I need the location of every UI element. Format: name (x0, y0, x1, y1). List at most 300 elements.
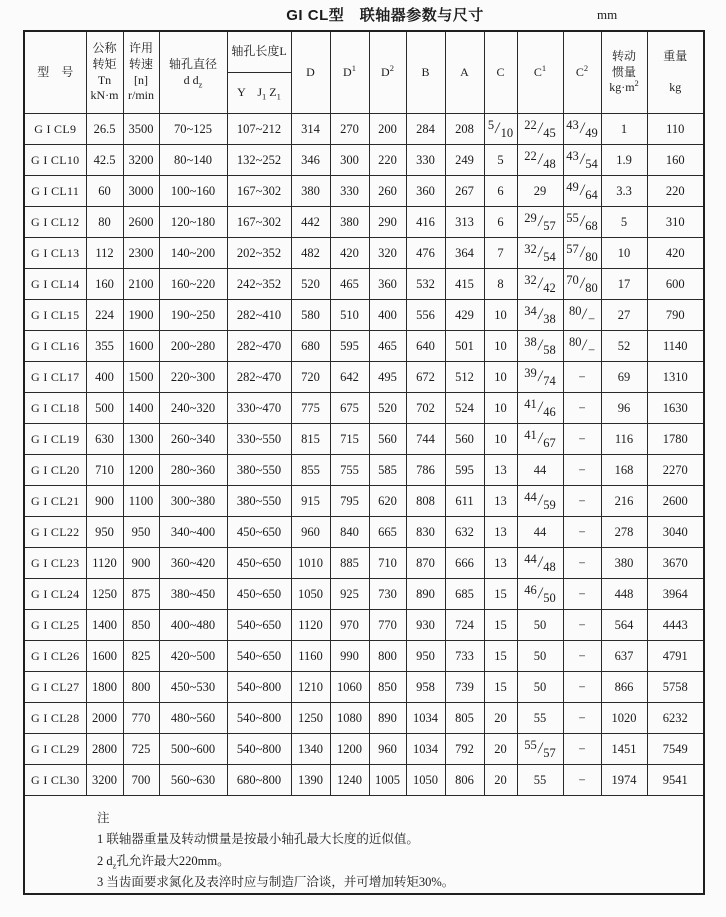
value-cell: 700 (123, 765, 159, 796)
value-cell: 208 (445, 114, 484, 145)
model-cell: G I CL19 (24, 424, 86, 455)
value-cell: 637 (601, 641, 647, 672)
value-cell: 2600 (123, 207, 159, 238)
table-row (24, 672, 704, 703)
value-cell: 442 (291, 207, 330, 238)
value-cell: 112 (86, 238, 123, 269)
value-cell: 50 (517, 641, 563, 672)
value-cell: 380~550 (227, 455, 291, 486)
table-row (24, 610, 704, 641)
header-bore-length: 轴孔长度L (227, 31, 291, 73)
value-cell: 672 (406, 362, 445, 393)
value-cell: 107~212 (227, 114, 291, 145)
value-cell: 38/58 (517, 331, 563, 362)
value-cell: 267 (445, 176, 484, 207)
model-cell: G I CL29 (24, 734, 86, 765)
value-cell: 585 (369, 455, 406, 486)
value-cell: 1050 (291, 579, 330, 610)
value-cell: 850 (123, 610, 159, 641)
notes-cell (24, 796, 704, 895)
value-cell: − (563, 548, 601, 579)
value-cell: 10 (601, 238, 647, 269)
value-cell: 10 (484, 362, 517, 393)
model-cell: G I CL21 (24, 486, 86, 517)
value-cell: 360~420 (159, 548, 227, 579)
value-cell: 830 (406, 517, 445, 548)
value-cell: 1600 (123, 331, 159, 362)
value-cell: 1120 (86, 548, 123, 579)
value-cell: 34/38 (517, 300, 563, 331)
table-header (24, 31, 704, 114)
value-cell: 1300 (123, 424, 159, 455)
coupling-spec-table (23, 30, 705, 895)
value-cell: 2270 (647, 455, 704, 486)
value-cell: 200~280 (159, 331, 227, 362)
value-cell: 80 (86, 207, 123, 238)
value-cell: 330~470 (227, 393, 291, 424)
value-cell: 702 (406, 393, 445, 424)
model-cell: G I CL30 (24, 765, 86, 796)
model-cell: G I CL9 (24, 114, 86, 145)
value-cell: 100~160 (159, 176, 227, 207)
value-cell: 224 (86, 300, 123, 331)
value-cell: 2000 (86, 703, 123, 734)
value-cell: 1390 (291, 765, 330, 796)
value-cell: 840 (330, 517, 369, 548)
value-cell: 680~800 (227, 765, 291, 796)
model-cell: G I CL13 (24, 238, 86, 269)
value-cell: 850 (369, 672, 406, 703)
table-body (24, 114, 704, 796)
value-cell: 50 (517, 672, 563, 703)
value-cell: − (563, 486, 601, 517)
table-row (24, 486, 704, 517)
value-cell: 360 (369, 269, 406, 300)
value-cell: 1200 (330, 734, 369, 765)
value-cell: 8 (484, 269, 517, 300)
value-cell: 990 (330, 641, 369, 672)
value-cell: 800 (123, 672, 159, 703)
value-cell: 420~500 (159, 641, 227, 672)
value-cell: 890 (406, 579, 445, 610)
value-cell: 15 (484, 610, 517, 641)
table-row (24, 641, 704, 672)
value-cell: 2800 (86, 734, 123, 765)
value-cell: 2100 (123, 269, 159, 300)
value-cell: 300 (330, 145, 369, 176)
value-cell: 1210 (291, 672, 330, 703)
value-cell: 3.3 (601, 176, 647, 207)
value-cell: 278 (601, 517, 647, 548)
value-cell: 632 (445, 517, 484, 548)
table-row (24, 765, 704, 796)
value-cell: 15 (484, 672, 517, 703)
value-cell: 730 (369, 579, 406, 610)
value-cell: 415 (445, 269, 484, 300)
value-cell: 450~650 (227, 548, 291, 579)
value-cell: 450~650 (227, 517, 291, 548)
value-cell: 55/68 (563, 207, 601, 238)
value-cell: 805 (445, 703, 484, 734)
value-cell: 1080 (330, 703, 369, 734)
value-cell: 416 (406, 207, 445, 238)
value-cell: 380~550 (227, 486, 291, 517)
value-cell: 724 (445, 610, 484, 641)
value-cell: 524 (445, 393, 484, 424)
value-cell: 46/50 (517, 579, 563, 610)
value-cell: 1100 (123, 486, 159, 517)
value-cell: 55 (517, 703, 563, 734)
value-cell: 15 (484, 641, 517, 672)
notes-label: 注 (97, 811, 110, 825)
model-cell: G I CL23 (24, 548, 86, 579)
value-cell: 775 (291, 393, 330, 424)
model-cell: G I CL20 (24, 455, 86, 486)
header-bore-length-types: Y $J_1$ $Z_1$ (227, 73, 291, 114)
value-cell: 260 (369, 176, 406, 207)
value-cell: 44/48 (517, 548, 563, 579)
value-cell: 6232 (647, 703, 704, 734)
value-cell: 733 (445, 641, 484, 672)
model-cell: G I CL24 (24, 579, 86, 610)
value-cell: 360 (406, 176, 445, 207)
value-cell: 885 (330, 548, 369, 579)
model-cell: G I CL28 (24, 703, 86, 734)
header-dim-d1: $D^1$ (330, 31, 369, 114)
value-cell: 930 (406, 610, 445, 641)
value-cell: 20 (484, 734, 517, 765)
value-cell: 20 (484, 765, 517, 796)
value-cell: 132~252 (227, 145, 291, 176)
value-cell: − (563, 424, 601, 455)
table-footer (24, 796, 704, 895)
value-cell: 560~630 (159, 765, 227, 796)
value-cell: 41/67 (517, 424, 563, 455)
table-row (24, 176, 704, 207)
value-cell: 57/80 (563, 238, 601, 269)
value-cell: 55/57 (517, 734, 563, 765)
value-cell: 13 (484, 517, 517, 548)
value-cell: 1800 (86, 672, 123, 703)
value-cell: 710 (369, 548, 406, 579)
value-cell: 925 (330, 579, 369, 610)
value-cell: 216 (601, 486, 647, 517)
value-cell: 330 (406, 145, 445, 176)
value-cell: 500 (86, 393, 123, 424)
header-dim-c2: $C^2$ (563, 31, 601, 114)
value-cell: 482 (291, 238, 330, 269)
value-cell: 110 (647, 114, 704, 145)
value-cell: 429 (445, 300, 484, 331)
value-cell: 1900 (123, 300, 159, 331)
value-cell: 815 (291, 424, 330, 455)
table-row (24, 300, 704, 331)
value-cell: 270 (330, 114, 369, 145)
header-dim-d: D (291, 31, 330, 114)
value-cell: 17 (601, 269, 647, 300)
note-item: 3 当齿面要求氮化及表淬时应与制造厂洽谈，并可增加转矩30%。 (97, 874, 455, 889)
value-cell: − (563, 579, 601, 610)
value-cell: 3670 (647, 548, 704, 579)
value-cell: 3000 (123, 176, 159, 207)
value-cell: 725 (123, 734, 159, 765)
value-cell: 465 (330, 269, 369, 300)
value-cell: − (563, 610, 601, 641)
value-cell: 5/10 (484, 114, 517, 145)
value-cell: − (563, 765, 601, 796)
value-cell: 1200 (123, 455, 159, 486)
value-cell: 1310 (647, 362, 704, 393)
header-dim-c1: $C^1$ (517, 31, 563, 114)
value-cell: 22/45 (517, 114, 563, 145)
value-cell: 915 (291, 486, 330, 517)
value-cell: 168 (601, 455, 647, 486)
value-cell: 642 (330, 362, 369, 393)
value-cell: 284 (406, 114, 445, 145)
value-cell: − (563, 734, 601, 765)
value-cell: 680 (291, 331, 330, 362)
value-cell: 70/80 (563, 269, 601, 300)
value-cell: 595 (330, 331, 369, 362)
model-cell: G I CL17 (24, 362, 86, 393)
value-cell: 380 (330, 207, 369, 238)
header-dim-c: C (484, 31, 517, 114)
value-cell: 450~530 (159, 672, 227, 703)
value-cell: 825 (123, 641, 159, 672)
value-cell: 400 (86, 362, 123, 393)
model-cell: G I CL16 (24, 331, 86, 362)
value-cell: − (563, 703, 601, 734)
value-cell: 755 (330, 455, 369, 486)
value-cell: 790 (647, 300, 704, 331)
note-item: 2 $d_z$孔允许最大220mm。 (97, 853, 230, 870)
table-row (24, 734, 704, 765)
value-cell: 27 (601, 300, 647, 331)
value-cell: 1060 (330, 672, 369, 703)
value-cell: 890 (369, 703, 406, 734)
value-cell: 512 (445, 362, 484, 393)
value-cell: 340~400 (159, 517, 227, 548)
value-cell: 520 (291, 269, 330, 300)
header-weight: 重量 kg (647, 31, 704, 114)
value-cell: 866 (601, 672, 647, 703)
value-cell: 1020 (601, 703, 647, 734)
value-cell: 710 (86, 455, 123, 486)
value-cell: 808 (406, 486, 445, 517)
value-cell: 10 (484, 393, 517, 424)
value-cell: 80/− (563, 300, 601, 331)
table-row (24, 238, 704, 269)
model-cell: G I CL27 (24, 672, 86, 703)
value-cell: 1240 (330, 765, 369, 796)
value-cell: 1140 (647, 331, 704, 362)
value-cell: 42.5 (86, 145, 123, 176)
value-cell: 1005 (369, 765, 406, 796)
model-cell: G I CL10 (24, 145, 86, 176)
value-cell: 400 (369, 300, 406, 331)
value-cell: 540~800 (227, 734, 291, 765)
value-cell: 160 (647, 145, 704, 176)
value-cell: 480~560 (159, 703, 227, 734)
value-cell: 595 (445, 455, 484, 486)
value-cell: 532 (406, 269, 445, 300)
value-cell: 5758 (647, 672, 704, 703)
value-cell: 800 (369, 641, 406, 672)
value-cell: 744 (406, 424, 445, 455)
table-row (24, 424, 704, 455)
value-cell: 13 (484, 486, 517, 517)
value-cell: 20 (484, 703, 517, 734)
value-cell: 4443 (647, 610, 704, 641)
value-cell: 13 (484, 455, 517, 486)
value-cell: 510 (330, 300, 369, 331)
table-row (24, 331, 704, 362)
model-cell: G I CL26 (24, 641, 86, 672)
value-cell: 400~480 (159, 610, 227, 641)
value-cell: 26.5 (86, 114, 123, 145)
table-row (24, 548, 704, 579)
table-row (24, 362, 704, 393)
value-cell: 3200 (123, 145, 159, 176)
value-cell: 950 (86, 517, 123, 548)
value-cell: 792 (445, 734, 484, 765)
header-speed: 许用 转速 [n] r/min (123, 31, 159, 114)
header-dim-d2: $D^2$ (369, 31, 406, 114)
value-cell: 600 (647, 269, 704, 300)
value-cell: 795 (330, 486, 369, 517)
table-row (24, 269, 704, 300)
value-cell: 1010 (291, 548, 330, 579)
value-cell: 6 (484, 176, 517, 207)
value-cell: 280~360 (159, 455, 227, 486)
value-cell: 190~250 (159, 300, 227, 331)
value-cell: 520 (369, 393, 406, 424)
value-cell: 1500 (123, 362, 159, 393)
value-cell: 120~180 (159, 207, 227, 238)
value-cell: 29/57 (517, 207, 563, 238)
value-cell: 560 (369, 424, 406, 455)
value-cell: 2300 (123, 238, 159, 269)
value-cell: 540~650 (227, 641, 291, 672)
value-cell: 715 (330, 424, 369, 455)
value-cell: 1630 (647, 393, 704, 424)
value-cell: 330 (330, 176, 369, 207)
header-inertia: 转动 惯量 $kg\cdot m^2$ (601, 31, 647, 114)
table-row (24, 517, 704, 548)
value-cell: 448 (601, 579, 647, 610)
value-cell: 1400 (123, 393, 159, 424)
model-cell: G I CL12 (24, 207, 86, 238)
value-cell: 560 (445, 424, 484, 455)
table-row (24, 207, 704, 238)
value-cell: 290 (369, 207, 406, 238)
value-cell: 160~220 (159, 269, 227, 300)
value-cell: 41/46 (517, 393, 563, 424)
value-cell: 950 (406, 641, 445, 672)
value-cell: 611 (445, 486, 484, 517)
value-cell: 540~800 (227, 703, 291, 734)
model-cell: G I CL22 (24, 517, 86, 548)
table-row (24, 145, 704, 176)
value-cell: 770 (369, 610, 406, 641)
value-cell: 1250 (291, 703, 330, 734)
value-cell: 870 (406, 548, 445, 579)
value-cell: 501 (445, 331, 484, 362)
value-cell: 282~410 (227, 300, 291, 331)
value-cell: 786 (406, 455, 445, 486)
value-cell: 1034 (406, 734, 445, 765)
value-cell: 249 (445, 145, 484, 176)
value-cell: 282~470 (227, 331, 291, 362)
value-cell: 3040 (647, 517, 704, 548)
value-cell: 260~340 (159, 424, 227, 455)
value-cell: 450~650 (227, 579, 291, 610)
value-cell: 44 (517, 455, 563, 486)
value-cell: 958 (406, 672, 445, 703)
notes-list (97, 829, 693, 893)
value-cell: 220 (647, 176, 704, 207)
value-cell: 380 (291, 176, 330, 207)
note-item: 1 联轴器重量及转动惯量是按最小轴孔最大长度的近似值。 (97, 832, 419, 847)
header-dim-a: A (445, 31, 484, 114)
value-cell: 855 (291, 455, 330, 486)
value-cell: 556 (406, 300, 445, 331)
value-cell: − (563, 517, 601, 548)
value-cell: 950 (123, 517, 159, 548)
value-cell: 167~302 (227, 176, 291, 207)
value-cell: 875 (123, 579, 159, 610)
value-cell: 665 (369, 517, 406, 548)
page-title: GI CL型 联轴器参数与尺寸 (286, 7, 484, 24)
value-cell: 580 (291, 300, 330, 331)
value-cell: 313 (445, 207, 484, 238)
value-cell: 202~352 (227, 238, 291, 269)
value-cell: 540~650 (227, 610, 291, 641)
value-cell: 495 (369, 362, 406, 393)
value-cell: 330~550 (227, 424, 291, 455)
value-cell: 240~320 (159, 393, 227, 424)
value-cell: 685 (445, 579, 484, 610)
value-cell: 1400 (86, 610, 123, 641)
value-cell: 160 (86, 269, 123, 300)
value-cell: 630 (86, 424, 123, 455)
value-cell: 420 (647, 238, 704, 269)
value-cell: 960 (291, 517, 330, 548)
value-cell: 500~600 (159, 734, 227, 765)
table-row (24, 393, 704, 424)
value-cell: 310 (647, 207, 704, 238)
value-cell: 22/48 (517, 145, 563, 176)
value-cell: 420 (330, 238, 369, 269)
notes-block (25, 796, 703, 893)
value-cell: 739 (445, 672, 484, 703)
value-cell: 806 (445, 765, 484, 796)
value-cell: 380~450 (159, 579, 227, 610)
value-cell: 3500 (123, 114, 159, 145)
model-cell: G I CL15 (24, 300, 86, 331)
value-cell: 1.9 (601, 145, 647, 176)
value-cell: − (563, 672, 601, 703)
value-cell: 564 (601, 610, 647, 641)
value-cell: 44 (517, 517, 563, 548)
value-cell: 44/59 (517, 486, 563, 517)
value-cell: 476 (406, 238, 445, 269)
model-cell: G I CL25 (24, 610, 86, 641)
header-model: 型 号 (24, 31, 86, 114)
value-cell: 1600 (86, 641, 123, 672)
value-cell: 770 (123, 703, 159, 734)
table-row (24, 579, 704, 610)
